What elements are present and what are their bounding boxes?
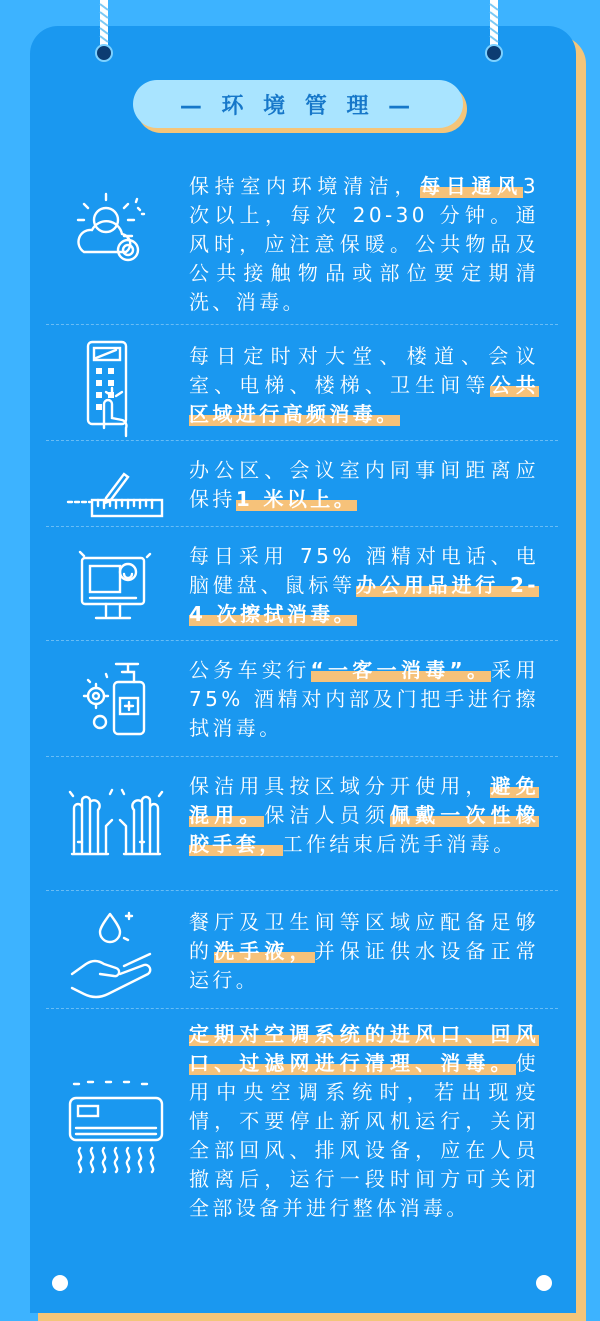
rope-hole-right	[485, 44, 503, 62]
gloves-icon	[66, 786, 166, 886]
section-public-areas	[44, 338, 564, 438]
section-hand-sanitizer	[44, 904, 564, 1004]
hand-wash-icon	[66, 908, 166, 1008]
divider	[46, 1008, 558, 1009]
section-text: 定期对空调系统的进风口、回风口、过滤网进行清理、消毒。使用中央空调系统时，若出现疫情，不要停止新风机运行，关闭全部回风、排风设备，应在人员撤离后，运行一段时间方可关闭全部设备并进行整体消毒。	[189, 1022, 539, 1220]
divider	[46, 640, 558, 641]
section-cleaning-tools	[44, 768, 564, 888]
section-text: 保持室内环境清洁，每日通风3 次以上，每次 20-30 分钟。通风时，应注意保暖。公共物品及公共接触物品或部位要定期清洗、消毒。	[189, 174, 539, 314]
sun-cloud-icon	[66, 188, 166, 288]
air-conditioner-icon	[66, 1076, 166, 1176]
section-air-conditioning	[44, 1020, 564, 1260]
section-distance	[44, 452, 564, 522]
elevator-panel-icon	[66, 338, 166, 438]
divider	[46, 324, 558, 325]
rope-hole-left	[95, 44, 113, 62]
corner-dot-left	[52, 1275, 68, 1291]
sanitizer-bottle-icon	[66, 652, 166, 752]
section-text: 每日采用 75% 酒精对电话、电脑健盘、鼠标等办公用品进行 2-4 次擦拭消毒。	[189, 544, 539, 626]
section-official-car	[44, 652, 564, 752]
section-text: 餐厅及卫生间等区域应配备足够的洗手液，并保证供水设备正常运行。	[189, 910, 539, 992]
section-office-supplies	[44, 538, 564, 638]
section-text: 保洁用具按区域分开使用，避免混用。保洁人员须佩戴一次性橡胶手套，工作结束后洗手消毒。	[189, 774, 540, 856]
hanging-rope-right	[489, 0, 499, 50]
section-text: 每日定时对大堂、楼道、会议室、电梯、楼梯、卫生间等公共区域进行高频消毒。	[189, 344, 539, 426]
ruler-icon	[66, 452, 166, 552]
section-ventilation	[44, 168, 564, 318]
divider	[46, 756, 558, 757]
computer-icon	[66, 544, 166, 644]
divider	[46, 890, 558, 891]
section-title: — 环 境 管 理 —	[133, 80, 463, 128]
divider	[46, 440, 558, 441]
hanging-rope-left	[99, 0, 109, 50]
corner-dot-right	[536, 1275, 552, 1291]
section-text: 办公区、会议室内同事间距离应保持1 米以上。	[189, 458, 539, 511]
divider	[46, 526, 558, 527]
section-text: 公务车实行“一客一消毒”。采用 75% 酒精对内部及门把手进行擦拭消毒。	[189, 658, 539, 740]
